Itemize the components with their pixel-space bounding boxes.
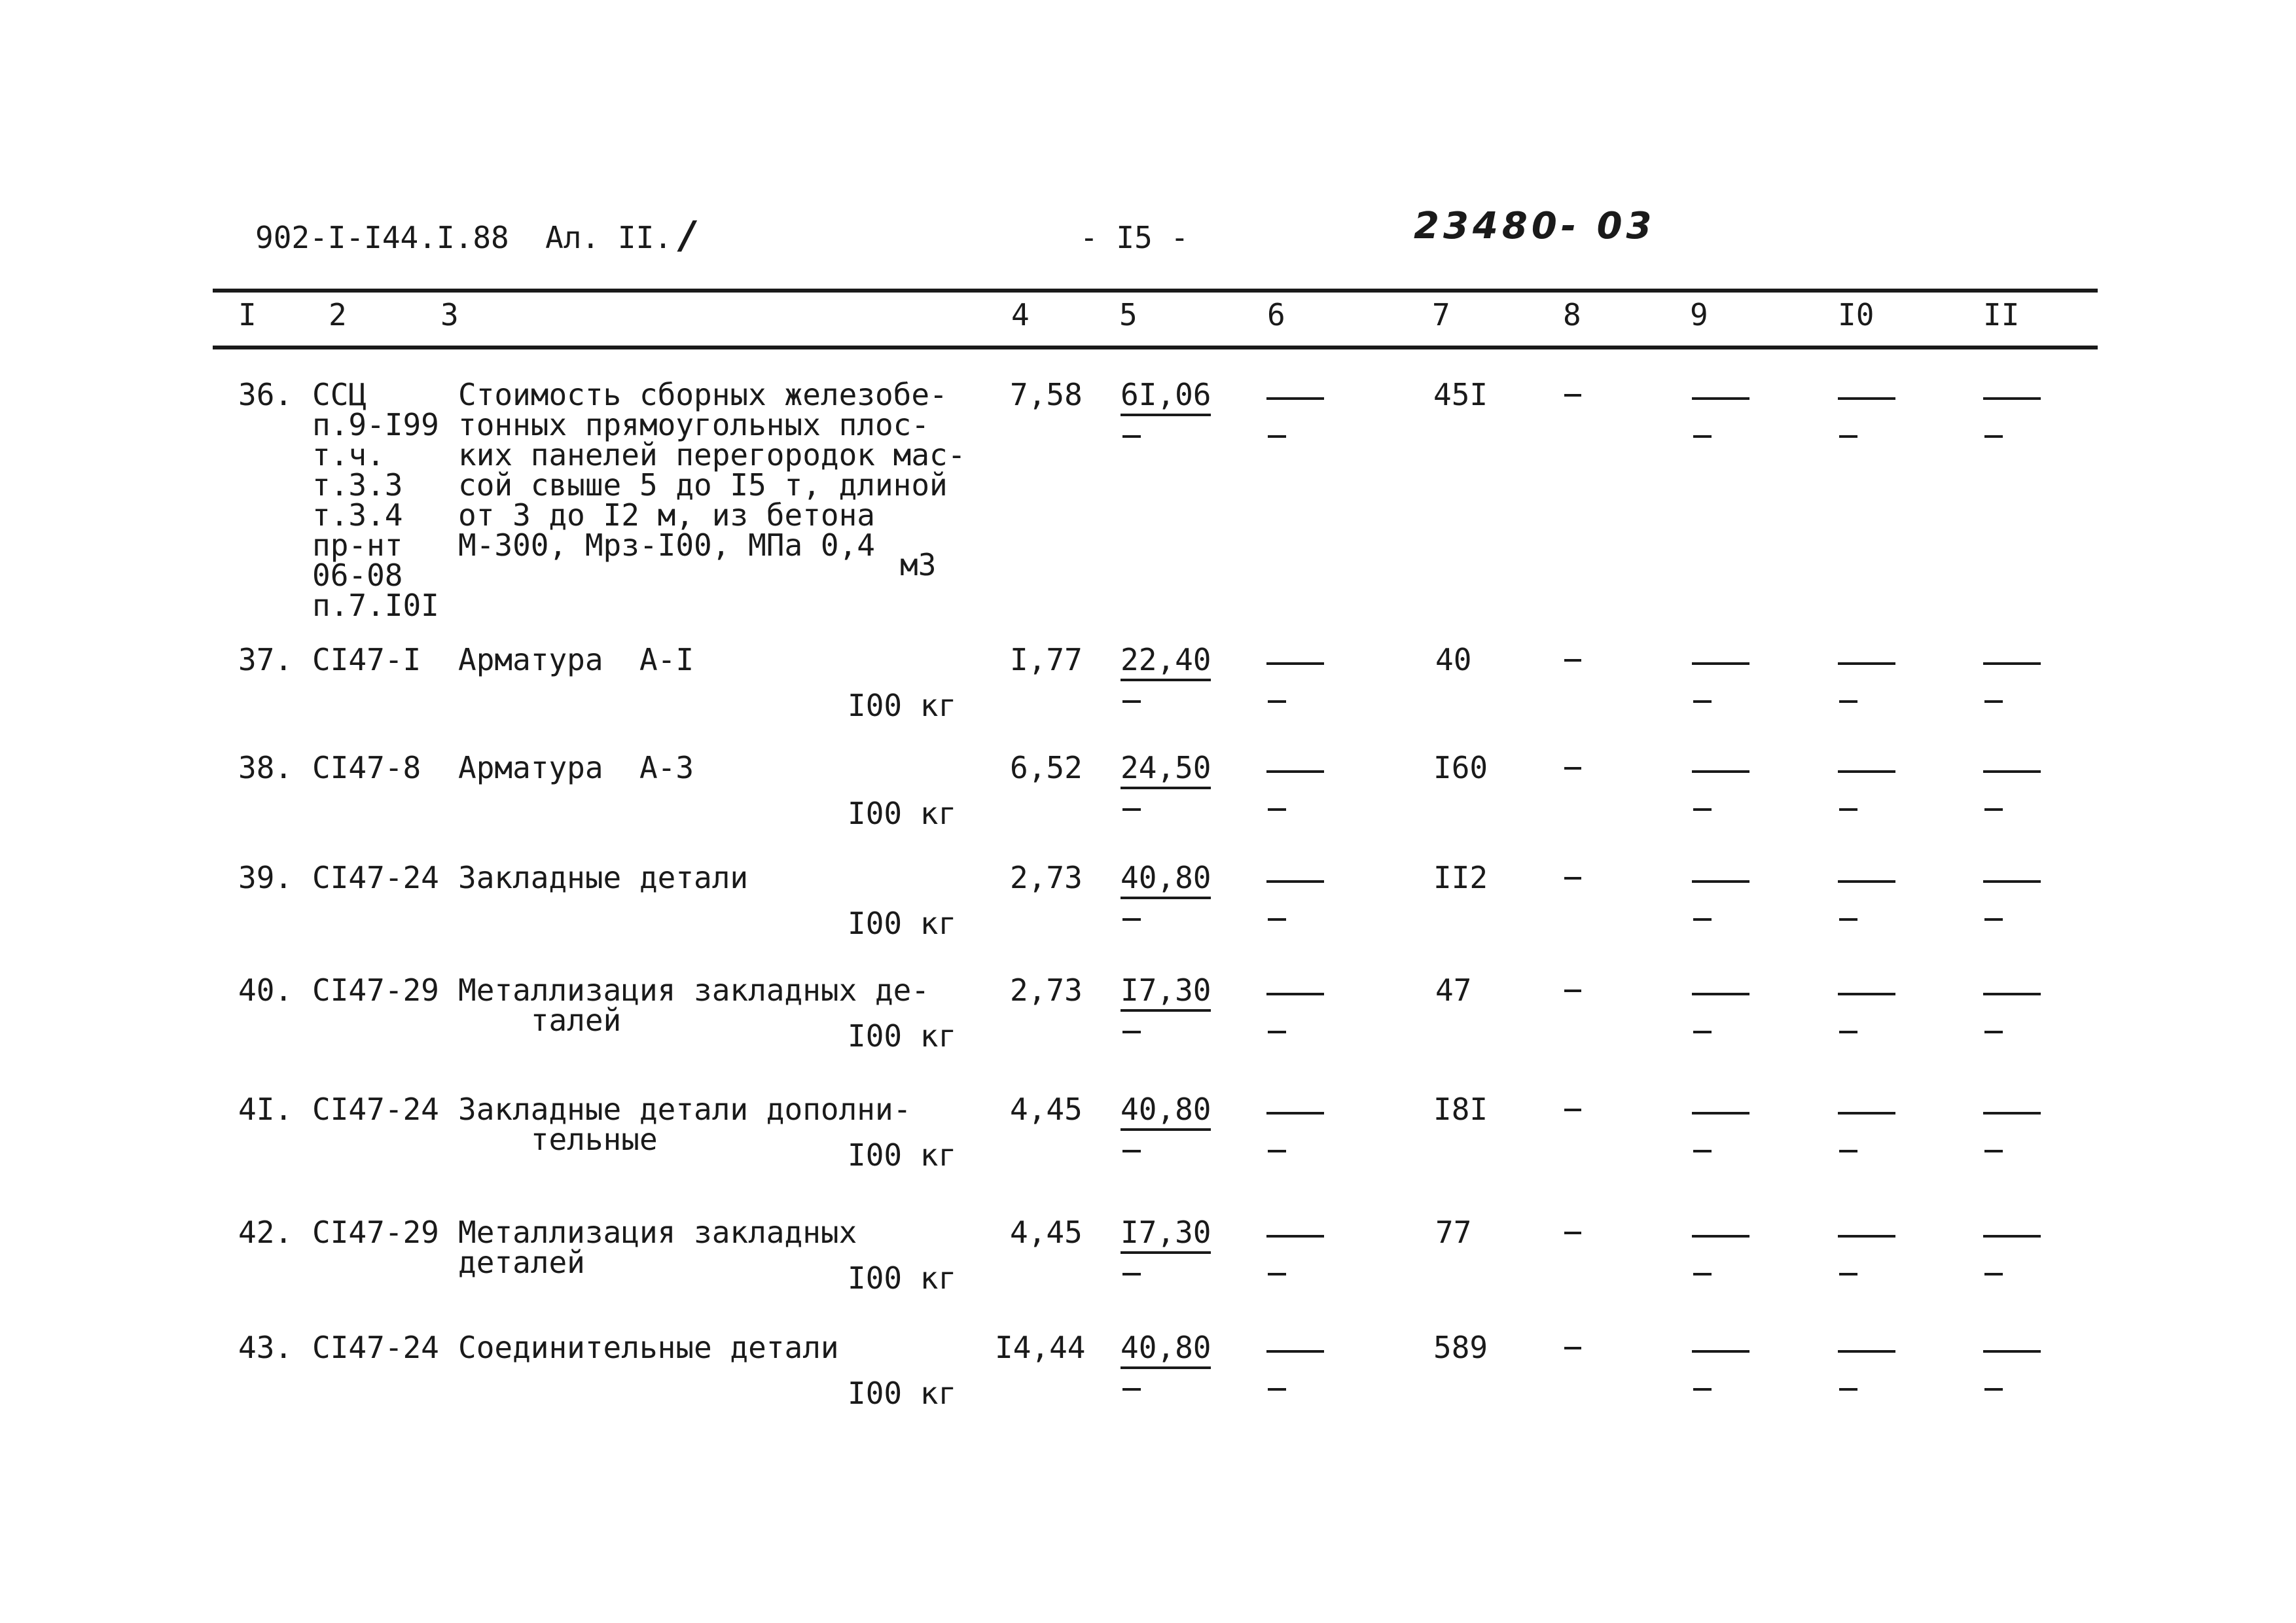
col11-top-dash: [1983, 1112, 2041, 1115]
quantity-value: I4,44: [995, 1330, 1086, 1365]
unit-price-value: 22,40: [1121, 645, 1211, 681]
work-description: Закладные детали: [458, 860, 749, 895]
col6-top-dash: [1266, 1235, 1324, 1238]
col11-bottom-dash: [1984, 918, 2003, 921]
col10-bottom-dash: [1839, 1273, 1857, 1275]
unit-price-value: I7,30: [1121, 975, 1211, 1012]
norm-code: СI47-29: [312, 1215, 439, 1250]
col9-bottom-dash: [1693, 1273, 1712, 1275]
total-cost-value: 589: [1433, 1330, 1488, 1365]
total-cost-value: 47: [1435, 972, 1472, 1008]
work-description: Стоимость сборных железобе- тонных прямоугольных плос- ких панелей перегородок мас- сой свыше 5 до I5 т, длиной от 3 до I2 м, из бетона М-300, Мрз-I00, МПа 0,4: [458, 377, 966, 563]
row-number: 42.: [238, 1215, 293, 1250]
col6-bottom-dash: [1268, 1388, 1286, 1391]
col6-bottom-dash: [1268, 808, 1286, 811]
total-cost-value: I60: [1433, 750, 1488, 785]
unit-price-sub-dash: [1122, 918, 1141, 921]
col10-bottom-dash: [1839, 808, 1857, 811]
row-number: 4I.: [238, 1092, 293, 1127]
norm-code: СI47-24: [312, 1330, 439, 1365]
col11-top-dash: [1983, 770, 2041, 773]
header-bottom-rule: [213, 346, 2098, 349]
col10-top-dash: [1838, 1112, 1895, 1115]
norm-code: СI47-24: [312, 1092, 439, 1127]
col6-top-dash: [1266, 770, 1324, 773]
col10-top-dash: [1838, 662, 1895, 665]
col9-bottom-dash: [1693, 918, 1712, 921]
col-header-11: II: [1983, 297, 2020, 332]
col6-top-dash: [1266, 1350, 1324, 1353]
col10-top-dash: [1838, 1235, 1895, 1238]
col11-bottom-dash: [1984, 700, 2003, 703]
col11-bottom-dash: [1984, 1031, 2003, 1033]
quantity-value: 2,73: [1010, 860, 1083, 895]
col-header-6: 6: [1267, 297, 1285, 332]
col9-top-dash: [1692, 770, 1749, 773]
row-number: 40.: [238, 972, 293, 1008]
unit-price-sub-dash: [1122, 1388, 1141, 1391]
col6-top-dash: [1266, 880, 1324, 883]
work-description: Металлизация закладных де- талей: [458, 972, 930, 1038]
header-top-rule: [213, 289, 2098, 293]
col9-top-dash: [1692, 993, 1749, 995]
work-description: Металлизация закладных деталей: [458, 1215, 857, 1280]
col6-top-dash: [1266, 662, 1324, 665]
total-cost-value: I8I: [1433, 1092, 1488, 1127]
unit-price-sub-dash: [1122, 700, 1141, 703]
row-number: 38.: [238, 750, 293, 785]
col-header-9: 9: [1690, 297, 1708, 332]
col8-dash: [1564, 1109, 1581, 1111]
unit-price-value: 40,80: [1121, 1332, 1211, 1369]
col10-top-dash: [1838, 397, 1895, 400]
col8-dash: [1564, 659, 1581, 662]
col9-bottom-dash: [1693, 1388, 1712, 1391]
unit-of-measure: I00 кг: [848, 1260, 957, 1296]
col9-top-dash: [1692, 880, 1749, 883]
col9-top-dash: [1692, 1235, 1749, 1238]
col10-top-dash: [1838, 993, 1895, 995]
col8-dash: [1564, 394, 1581, 397]
col11-bottom-dash: [1984, 1388, 2003, 1391]
col10-bottom-dash: [1839, 1388, 1857, 1391]
col10-top-dash: [1838, 1350, 1895, 1353]
col11-bottom-dash: [1984, 808, 2003, 811]
col10-bottom-dash: [1839, 1031, 1857, 1033]
unit-of-measure: I00 кг: [848, 1376, 957, 1411]
col11-top-dash: [1983, 993, 2041, 995]
col9-bottom-dash: [1693, 435, 1712, 438]
unit-price-value: 40,80: [1121, 1094, 1211, 1131]
row-number: 37.: [238, 642, 293, 677]
unit-of-measure: I00 кг: [848, 688, 957, 723]
quantity-value: 2,73: [1010, 972, 1083, 1008]
quantity-value: 4,45: [1010, 1215, 1083, 1250]
col9-top-dash: [1692, 662, 1749, 665]
work-description: Арматура А-I: [458, 642, 694, 677]
norm-code: СI47-8: [312, 750, 422, 785]
document-code: 902-I-I44.I.88 Ал. II.: [255, 220, 672, 255]
col8-dash: [1564, 1347, 1581, 1349]
norm-code: СI47-I: [312, 642, 422, 677]
unit-of-measure: м3: [900, 547, 937, 582]
col10-bottom-dash: [1839, 918, 1857, 921]
col-header-7: 7: [1432, 297, 1450, 332]
page-number: - I5 -: [1080, 220, 1189, 255]
unit-of-measure: I00 кг: [848, 796, 957, 831]
col10-bottom-dash: [1839, 435, 1857, 438]
quantity-value: I,77: [1010, 642, 1083, 677]
work-description: Соединительные детали: [458, 1330, 839, 1365]
col6-top-dash: [1266, 397, 1324, 400]
handwritten-stamp-number: 23480- 03: [1414, 205, 1656, 247]
unit-price-value: 6I,06: [1121, 380, 1211, 416]
col9-top-dash: [1692, 397, 1749, 400]
col6-top-dash: [1266, 1112, 1324, 1115]
col11-bottom-dash: [1984, 435, 2003, 438]
col8-dash: [1564, 1232, 1581, 1234]
work-description: Закладные детали дополни- тельные: [458, 1092, 912, 1157]
col11-bottom-dash: [1984, 1273, 2003, 1275]
col11-top-dash: [1983, 1235, 2041, 1238]
col8-dash: [1564, 990, 1581, 992]
col9-top-dash: [1692, 1350, 1749, 1353]
col-header-8: 8: [1563, 297, 1581, 332]
col10-bottom-dash: [1839, 700, 1857, 703]
col9-bottom-dash: [1693, 700, 1712, 703]
norm-code: СI47-24: [312, 860, 439, 895]
col8-dash: [1564, 767, 1581, 770]
col11-bottom-dash: [1984, 1150, 2003, 1152]
unit-of-measure: I00 кг: [848, 906, 957, 941]
row-number: 36.: [238, 377, 293, 412]
col-header-2: 2: [329, 297, 347, 332]
work-description: Арматура А-3: [458, 750, 694, 785]
col9-bottom-dash: [1693, 1031, 1712, 1033]
col6-bottom-dash: [1268, 435, 1286, 438]
norm-code: СI47-29: [312, 972, 439, 1008]
col11-top-dash: [1983, 1350, 2041, 1353]
row-number: 43.: [238, 1330, 293, 1365]
unit-of-measure: I00 кг: [848, 1018, 957, 1054]
col-header-4: 4: [1011, 297, 1030, 332]
col-header-10: I0: [1838, 297, 1874, 332]
col6-top-dash: [1266, 993, 1324, 995]
col10-top-dash: [1838, 880, 1895, 883]
col9-bottom-dash: [1693, 1150, 1712, 1152]
unit-of-measure: I00 кг: [848, 1137, 957, 1173]
col11-top-dash: [1983, 662, 2041, 665]
col11-top-dash: [1983, 397, 2041, 400]
quantity-value: 7,58: [1010, 377, 1083, 412]
col9-bottom-dash: [1693, 808, 1712, 811]
col6-bottom-dash: [1268, 918, 1286, 921]
norm-code: ССЦ п.9-I99 т.ч. т.3.3 т.3.4 пр-нт 06-08 п.7.I0I: [312, 377, 439, 623]
row-number: 39.: [238, 860, 293, 895]
unit-price-value: 40,80: [1121, 863, 1211, 899]
unit-price-value: I7,30: [1121, 1217, 1211, 1254]
col11-top-dash: [1983, 880, 2041, 883]
unit-price-sub-dash: [1122, 435, 1141, 438]
col-header-5: 5: [1119, 297, 1138, 332]
unit-price-sub-dash: [1122, 808, 1141, 811]
col6-bottom-dash: [1268, 1150, 1286, 1152]
total-cost-value: II2: [1433, 860, 1488, 895]
total-cost-value: 45I: [1433, 377, 1488, 412]
unit-price-sub-dash: [1122, 1150, 1141, 1152]
handwritten-sheet-mark: /: [681, 213, 699, 257]
col6-bottom-dash: [1268, 1031, 1286, 1033]
total-cost-value: 40: [1435, 642, 1472, 677]
col10-bottom-dash: [1839, 1150, 1857, 1152]
unit-price-sub-dash: [1122, 1031, 1141, 1033]
quantity-value: 4,45: [1010, 1092, 1083, 1127]
col6-bottom-dash: [1268, 700, 1286, 703]
col9-top-dash: [1692, 1112, 1749, 1115]
quantity-value: 6,52: [1010, 750, 1083, 785]
col-header-3: 3: [440, 297, 459, 332]
col6-bottom-dash: [1268, 1273, 1286, 1275]
col-header-1: I: [238, 297, 257, 332]
unit-price-sub-dash: [1122, 1273, 1141, 1275]
col8-dash: [1564, 877, 1581, 880]
unit-price-value: 24,50: [1121, 753, 1211, 789]
col10-top-dash: [1838, 770, 1895, 773]
total-cost-value: 77: [1435, 1215, 1472, 1250]
